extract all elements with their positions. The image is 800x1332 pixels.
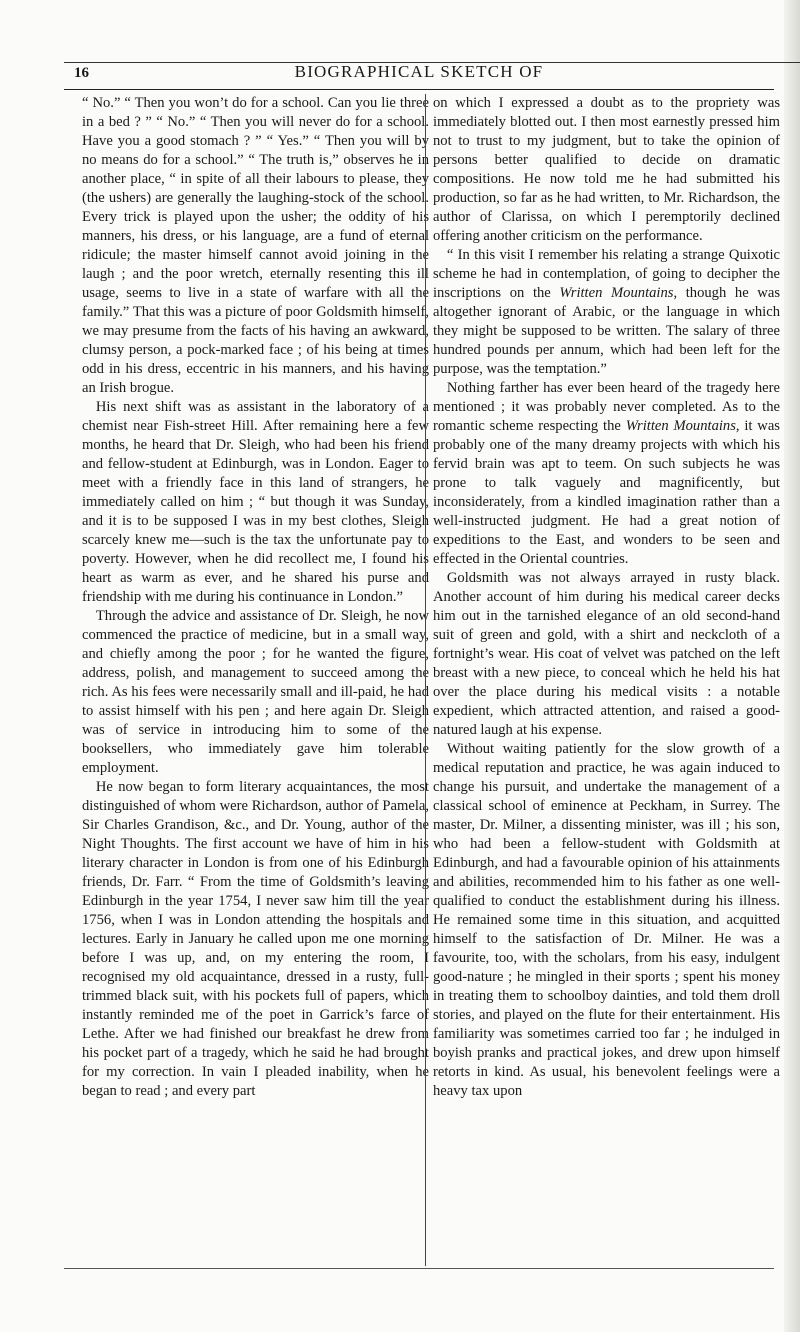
paragraph: on which I expressed a doubt as to the propriety was immediately blotted out. I then most earnestly pressed him not to trust to my judgment, but to take the opinion of persons better qualified to decide on dramatic compositions. He now told me he had submitted his production, so far as he had written, to Mr. Richardson, the author of Clarissa, on which I peremptorily declined offering another criticism on the performance.: [433, 95, 780, 244]
paragraph: “ In this visit I remember his relating a strange Quixotic scheme he had in contemplation, of going to decipher the inscriptions on the Written Mountains, though he was altogether ignorant of Arabic, or the language in which they might be supposed to be written. The salary of three hundred pounds per annum, which had been left for the purpose, was the temptation.”: [433, 247, 780, 377]
footer-rule: [64, 1268, 774, 1269]
left-column: [82, 94, 429, 1264]
paragraph: His next shift was as assistant in the laboratory of a chemist near Fish-street Hill. After remaining here a few months, he heard that Dr. Sleigh, who had been his friend and fellow-student at Edinburgh, was in London. Eager to meet with a friendly face in this land of strangers, he immediately called on him ; “ but though it was Sunday, and it is to be supposed I was in my best clothes, Sleigh scarcely knew me—such is the tax the unfortunate pay to poverty. However, when he did recollect me, I found his heart as warm as ever, and he shared his purse and friendship with me during his continuance in London.”: [82, 399, 429, 605]
italic-title: Written Mountains: [625, 418, 736, 434]
running-head: BIOGRAPHICAL SKETCH OF: [294, 62, 544, 81]
column-divider: [425, 94, 426, 1266]
paragraph: Through the advice and assistance of Dr. Sleigh, he now commenced the practice of medicine, but in a small way, and chiefly among the poor ; for he wanted the figure, address, polish, and management to succeed among the rich. As his fees were necessarily small and ill-paid, he had to assist himself with his pen ; and here again Dr. Sleigh was of service in introducing him to some of the booksellers, who immediately gave him tolerable employment.: [82, 608, 429, 776]
page-edge-shadow: [784, 0, 800, 1332]
paragraph: Without waiting patiently for the slow growth of a medical reputation and practice, he was again induced to change his pursuit, and undertake the management of a classical school of eminence at Peckham, in Surrey. The master, Dr. Milner, a dissenting minister, was ill ; his son, who had been a fellow-student with Goldsmith at Edinburgh, and had a favourable opinion of his attainments and abilities, recommended him to his father as one well-qualified to conduct the establishment during his illness. He remained some time in this situation, and acquitted himself to the satisfaction of Dr. Milner. He was a favourite, too, with the scholars, from his easy, indulgent good-nature ; he mingled in their sports ; spent his money in treating them to schoolboy dainties, and told them droll stories, and played on the flute for their entertainment. His familiarity was sometimes carried too far ; he indulged in boyish pranks and practical jokes, and drew upon himself retorts in kind. As usual, his benevolent feelings were a heavy tax upon: [433, 741, 780, 1099]
page-number: 16: [74, 65, 89, 81]
paragraph: Goldsmith was not always arrayed in rusty black. Another account of him during his medical career decks him out in the tarnished elegance of an old second-hand suit of green and gold, with a shirt and neckcloth of a fortnight’s wear. His coat of velvet was patched on the left breast with a new piece, to conceal which he held his hat over the place during his medical visits : a notable expedient, which attracted attention, and raised a good-natured laugh at his expense.: [433, 570, 780, 738]
header-rule: [64, 89, 774, 90]
page-header: [64, 60, 774, 96]
paragraph: “ No.” “ Then you won’t do for a school. Can you lie three in a bed ? ” “ No.” “ Then you will never do for a school. Have you a good stomach ? ” “ Yes.” “ Then you will by no means do for a school.” “ The truth is,” observes he in another place, “ in spite of all their labours to please, they (the ushers) are generally the laughing-stock of the school. Every trick is played upon the usher; the oddity of his manners, his dress, or his language, are a fund of eternal ridicule; the master himself cannot avoid joining in the laugh ; and the poor wretch, eternally resenting this ill usage, seems to live in a state of warfare with all the family.” That this was a picture of poor Goldsmith himself, we may presume from the facts of his having an awkward, clumsy person, a pock-marked face ; of his being at times odd in his dress, eccentric in his manners, and his having an Irish brogue.: [82, 95, 429, 396]
right-column: [433, 94, 780, 1264]
italic-title: Written Mountains: [559, 285, 674, 301]
paragraph: Nothing farther has ever been heard of the tragedy here mentioned ; it was probably never completed. As to the romantic scheme respecting the Written Mountains, it was probably one of the many dreamy projects with which his fervid brain was apt to teem. On such subjects he was prone to talk vaguely and magnificently, but inconsiderately, from a kindled imagination rather than a well-instructed judgment. He had a great notion of expeditions to the East, and wonders to be seen and effected in the Oriental countries.: [433, 380, 780, 567]
paragraph: He now began to form literary acquaintances, the most distinguished of whom were Richardson, author of Pamela, Sir Charles Grandison, &c., and Dr. Young, author of the Night Thoughts. The first account we have of him in his literary character in London is from one of his Edinburgh friends, Dr. Farr. “ From the time of Goldsmith’s leaving Edinburgh in the year 1754, I never saw him till the year 1756, when I was in London attending the hospitals and lectures. Early in January he called upon me one morning before I was up, and, on my entering the room, I recognised my old acquaintance, dressed in a rusty, full-trimmed black suit, with his pockets full of papers, which instantly reminded me of the poet in Garrick’s farce of Lethe. After we had finished our breakfast he drew from his pocket part of a tragedy, which he said he had brought for my correction. In vain I pleaded inability, when he began to read ; and every part: [82, 779, 429, 1099]
